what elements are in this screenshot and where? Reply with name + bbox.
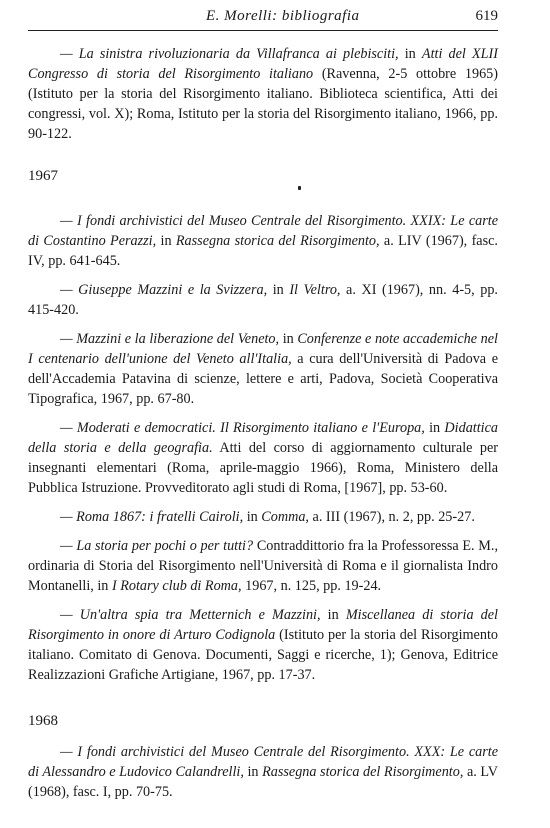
entry-details: a. III (1967), n. 2, pp. 25-27.: [308, 509, 475, 525]
running-header: [28, 8, 498, 31]
bibliography-entry: [28, 44, 498, 144]
entry-title: — Roma 1867: i fratelli Cairoli,: [60, 509, 244, 525]
bibliography-entry: [28, 418, 498, 498]
entry-publication: Rassegna storica del Risorgimento,: [175, 233, 380, 249]
entry-title: — La sinistra rivoluzionaria da Villafranca ai plebisciti,: [60, 46, 399, 62]
entry-publication: Comma,: [261, 509, 309, 525]
entry-connector: in: [243, 764, 263, 780]
bibliography-entry: [28, 742, 498, 802]
entry-title: — Giuseppe Mazzini e la Svizzera,: [60, 282, 268, 298]
entry-details: (Ravenna, 2-5 ottobre 1965) (Istituto per la storia del Risorgimento italiano. Biblioteca scientifica, Atti dei congressi, vol. X); Roma, Istituto per la storia del Risorgimento italiano, 1966, pp. 90-122.: [28, 66, 498, 142]
entry-details: a. LIV (1967), fasc. IV, pp. 641-645.: [28, 233, 498, 269]
entry-connector: in: [424, 420, 445, 436]
entry-details: a cura dell'Università di Padova e dell'Accademia Patavina di scienze, lettere e arti, Padova, Società Cooperativa Tipografica, 1967, pp. 67-80.: [28, 351, 498, 407]
bibliography-entry: [28, 605, 498, 685]
entry-publication: Atti del XLII Congresso di storia del Risorgimento italiano: [28, 46, 498, 82]
year-heading-1967: 1967: [28, 168, 58, 184]
entry-title: — La storia per pochi o per tutti?: [60, 538, 254, 554]
entry-publication: Il Veltro,: [289, 282, 341, 298]
entry-connector: in: [398, 46, 422, 62]
bibliography-entry: [28, 536, 498, 596]
entry-connector: Contraddittorio fra la Professoressa E. M., ordinaria di Storia del Risorgimento nell'Università di Roma e il giornalista Indro Montanelli, in: [28, 538, 499, 594]
entry-connector: in: [243, 509, 262, 525]
entry-details: Atti del corso di aggiornamento culturale per insegnanti elementari (Roma, aprile-maggio 1966), Roma, Ministero della Pubblica Istruzione. Provveditorato agli studi di Roma, [1967], pp. 53-60.: [28, 440, 498, 496]
entry-title: — Moderati e democratici. Il Risorgimento italiano e l'Europa,: [60, 420, 425, 436]
entry-publication: Miscellanea di storia del Risorgimento in onore di Arturo Codignola: [28, 607, 498, 643]
entry-title: — I fondi archivistici del Museo Centrale del Risorgimento. XXX: Le carte di Alessandro e Ludovico Calandrelli,: [28, 744, 498, 780]
entries-top: [28, 44, 498, 144]
entries-1967: [28, 211, 498, 685]
entry-details: a. XI (1967), nn. 4-5, pp. 415-420.: [28, 282, 498, 318]
year-heading-1968: 1968: [28, 713, 58, 729]
entry-title: — Un'altra spia tra Metternich e Mazzini,: [60, 607, 321, 623]
entry-details: 1967, n. 125, pp. 19-24.: [241, 578, 382, 594]
bibliography-entry: [28, 329, 498, 409]
entry-title: — I fondi archivistici del Museo Centrale del Risorgimento. XXIX: Le carte di Costantino Perazzi,: [28, 213, 498, 249]
entry-connector: in: [156, 233, 176, 249]
entry-publication: Conferenze e note accademiche nel I centenario dell'unione del Veneto all'Italia,: [28, 331, 498, 367]
bibliography-entry: [28, 211, 498, 271]
entry-connector: in: [320, 607, 346, 623]
entries-1968: [28, 742, 498, 802]
entry-connector: in: [267, 282, 290, 298]
entry-title: — Mazzini e la liberazione del Veneto,: [60, 331, 280, 347]
entry-publication: I Rotary club di Roma,: [111, 578, 242, 594]
bibliography-entry: [28, 507, 498, 527]
entry-details: (Istituto per la storia del Risorgimento italiano. Comitato di Genova. Documenti, Saggi e ricerche, 1); Genova, Editrice Realizzazioni Grafiche Artigiane, 1967, pp. 17-37.: [28, 627, 498, 683]
entry-connector: in: [279, 331, 298, 347]
entry-details: a. LV (1968), fasc. I, pp. 70-75.: [28, 764, 498, 800]
entry-publication: Didattica della storia e della geografia.: [28, 420, 498, 456]
page-number: 619: [475, 8, 498, 24]
running-title: E. Morelli: bibliografia: [206, 8, 360, 24]
entry-publication: Rassegna storica del Risorgimento,: [262, 764, 464, 780]
bibliography-entry: [28, 280, 498, 320]
bibliography-body: [28, 44, 498, 811]
